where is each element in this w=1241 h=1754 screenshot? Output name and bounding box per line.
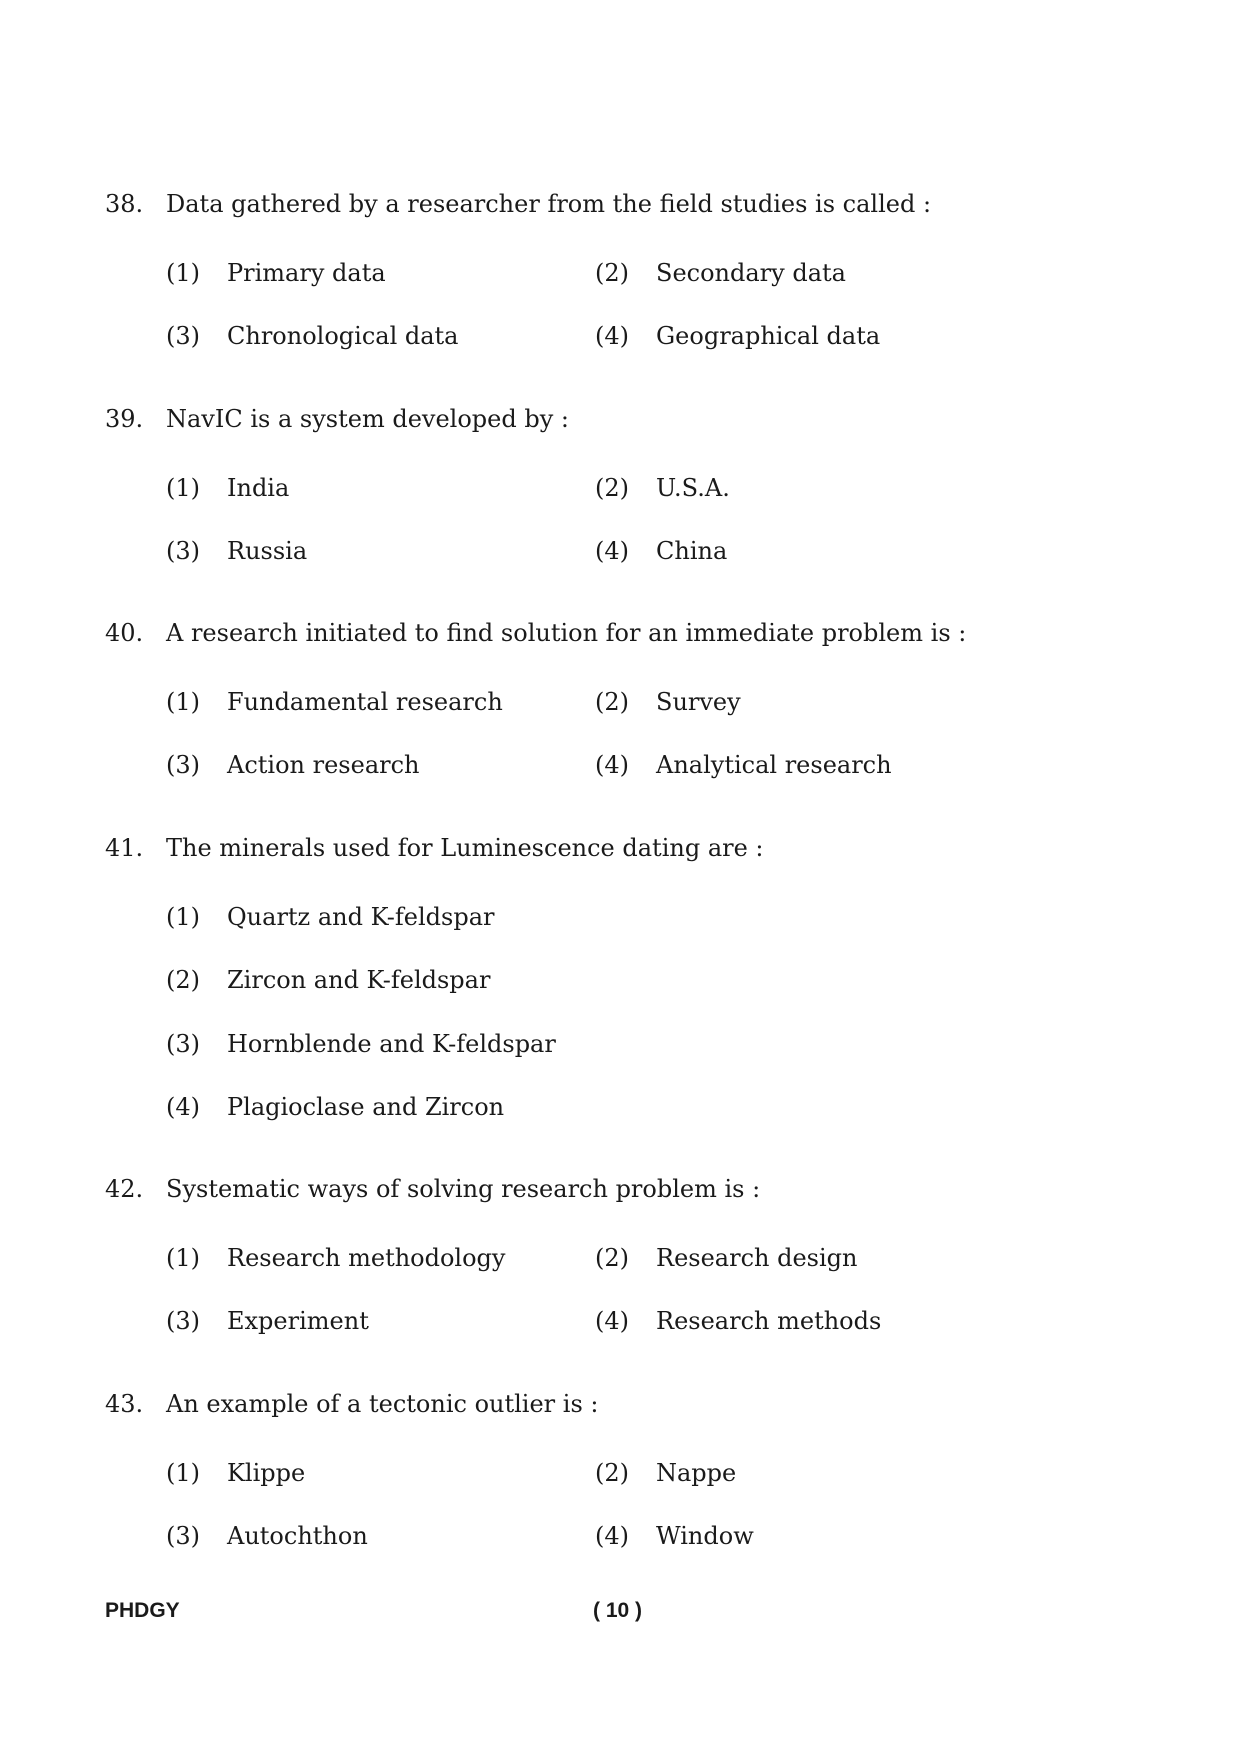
option-number: (4): [595, 1522, 629, 1550]
question-text: The minerals used for Luminescence dating are :: [166, 834, 764, 862]
option-number: (3): [166, 1030, 200, 1058]
option-number: (2): [595, 259, 629, 287]
question-text: Systematic ways of solving research problem is :: [166, 1175, 761, 1203]
option-text: Plagioclase and Zircon: [227, 1093, 505, 1121]
question-text: An example of a tectonic outlier is :: [166, 1390, 599, 1418]
question-stem: [105, 828, 1155, 868]
option-text: U.S.A.: [656, 474, 730, 502]
option-text: Survey: [656, 688, 741, 716]
question-43: [105, 1384, 1155, 1550]
option-number: (4): [595, 322, 629, 350]
option-text: Klippe: [227, 1459, 306, 1487]
question-stem: [105, 184, 1155, 224]
question-stem: [105, 1384, 1155, 1424]
option-number: (2): [595, 1459, 629, 1487]
option-text: Analytical research: [656, 751, 892, 779]
option-text: Nappe: [656, 1459, 737, 1487]
question-stem: [105, 1169, 1155, 1209]
option-text: Action research: [227, 751, 420, 779]
question-text: A research initiated to find solution for an immediate problem is :: [166, 619, 967, 647]
question-number: 38.: [105, 190, 144, 218]
option-number: (1): [166, 259, 200, 287]
question-42: [105, 1169, 1155, 1335]
option-number: (1): [166, 474, 200, 502]
option-text: India: [227, 474, 290, 502]
option-number: (2): [595, 1244, 629, 1272]
question-text: NavIC is a system developed by :: [166, 405, 569, 433]
option-text: Experiment: [227, 1307, 369, 1335]
option-number: (4): [166, 1093, 200, 1121]
option-text: Secondary data: [656, 259, 846, 287]
option-number: (2): [595, 688, 629, 716]
option-number: (4): [595, 537, 629, 565]
option-number: (3): [166, 537, 200, 565]
option-number: (2): [166, 966, 200, 994]
paper-code: PHDGY: [105, 1599, 180, 1622]
question-41: [105, 828, 1155, 1121]
question-number: 43.: [105, 1390, 144, 1418]
question-number: 41.: [105, 834, 144, 862]
question-39: [105, 399, 1155, 565]
question-38: [105, 184, 1155, 350]
question-number: 40.: [105, 619, 144, 647]
option-text: Chronological data: [227, 322, 459, 350]
option-number: (2): [595, 474, 629, 502]
option-text: Hornblende and K-feldspar: [227, 1030, 556, 1058]
question-text: Data gathered by a researcher from the field studies is called :: [166, 190, 932, 218]
option-number: (1): [166, 1459, 200, 1487]
option-number: (1): [166, 903, 200, 931]
option-text: Primary data: [227, 259, 386, 287]
option-number: (1): [166, 1244, 200, 1272]
question-stem: [105, 399, 1155, 439]
option-text: Window: [656, 1522, 754, 1550]
page-number: ( 10 ): [593, 1599, 643, 1622]
option-text: Zircon and K-feldspar: [227, 966, 491, 994]
option-number: (4): [595, 751, 629, 779]
option-number: (3): [166, 1522, 200, 1550]
option-number: (1): [166, 688, 200, 716]
option-text: Fundamental research: [227, 688, 503, 716]
option-number: (3): [166, 1307, 200, 1335]
option-text: Geographical data: [656, 322, 881, 350]
option-number: (3): [166, 751, 200, 779]
question-stem: [105, 613, 1155, 653]
option-text: Russia: [227, 537, 308, 565]
question-number: 42.: [105, 1175, 144, 1203]
question-number: 39.: [105, 405, 144, 433]
option-text: Research design: [656, 1244, 858, 1272]
option-number: (4): [595, 1307, 629, 1335]
question-40: [105, 613, 1155, 779]
option-text: Quartz and K-feldspar: [227, 903, 495, 931]
option-text: Research methods: [656, 1307, 882, 1335]
option-text: Autochthon: [227, 1522, 368, 1550]
option-text: Research methodology: [227, 1244, 506, 1272]
option-number: (3): [166, 322, 200, 350]
option-text: China: [656, 537, 728, 565]
